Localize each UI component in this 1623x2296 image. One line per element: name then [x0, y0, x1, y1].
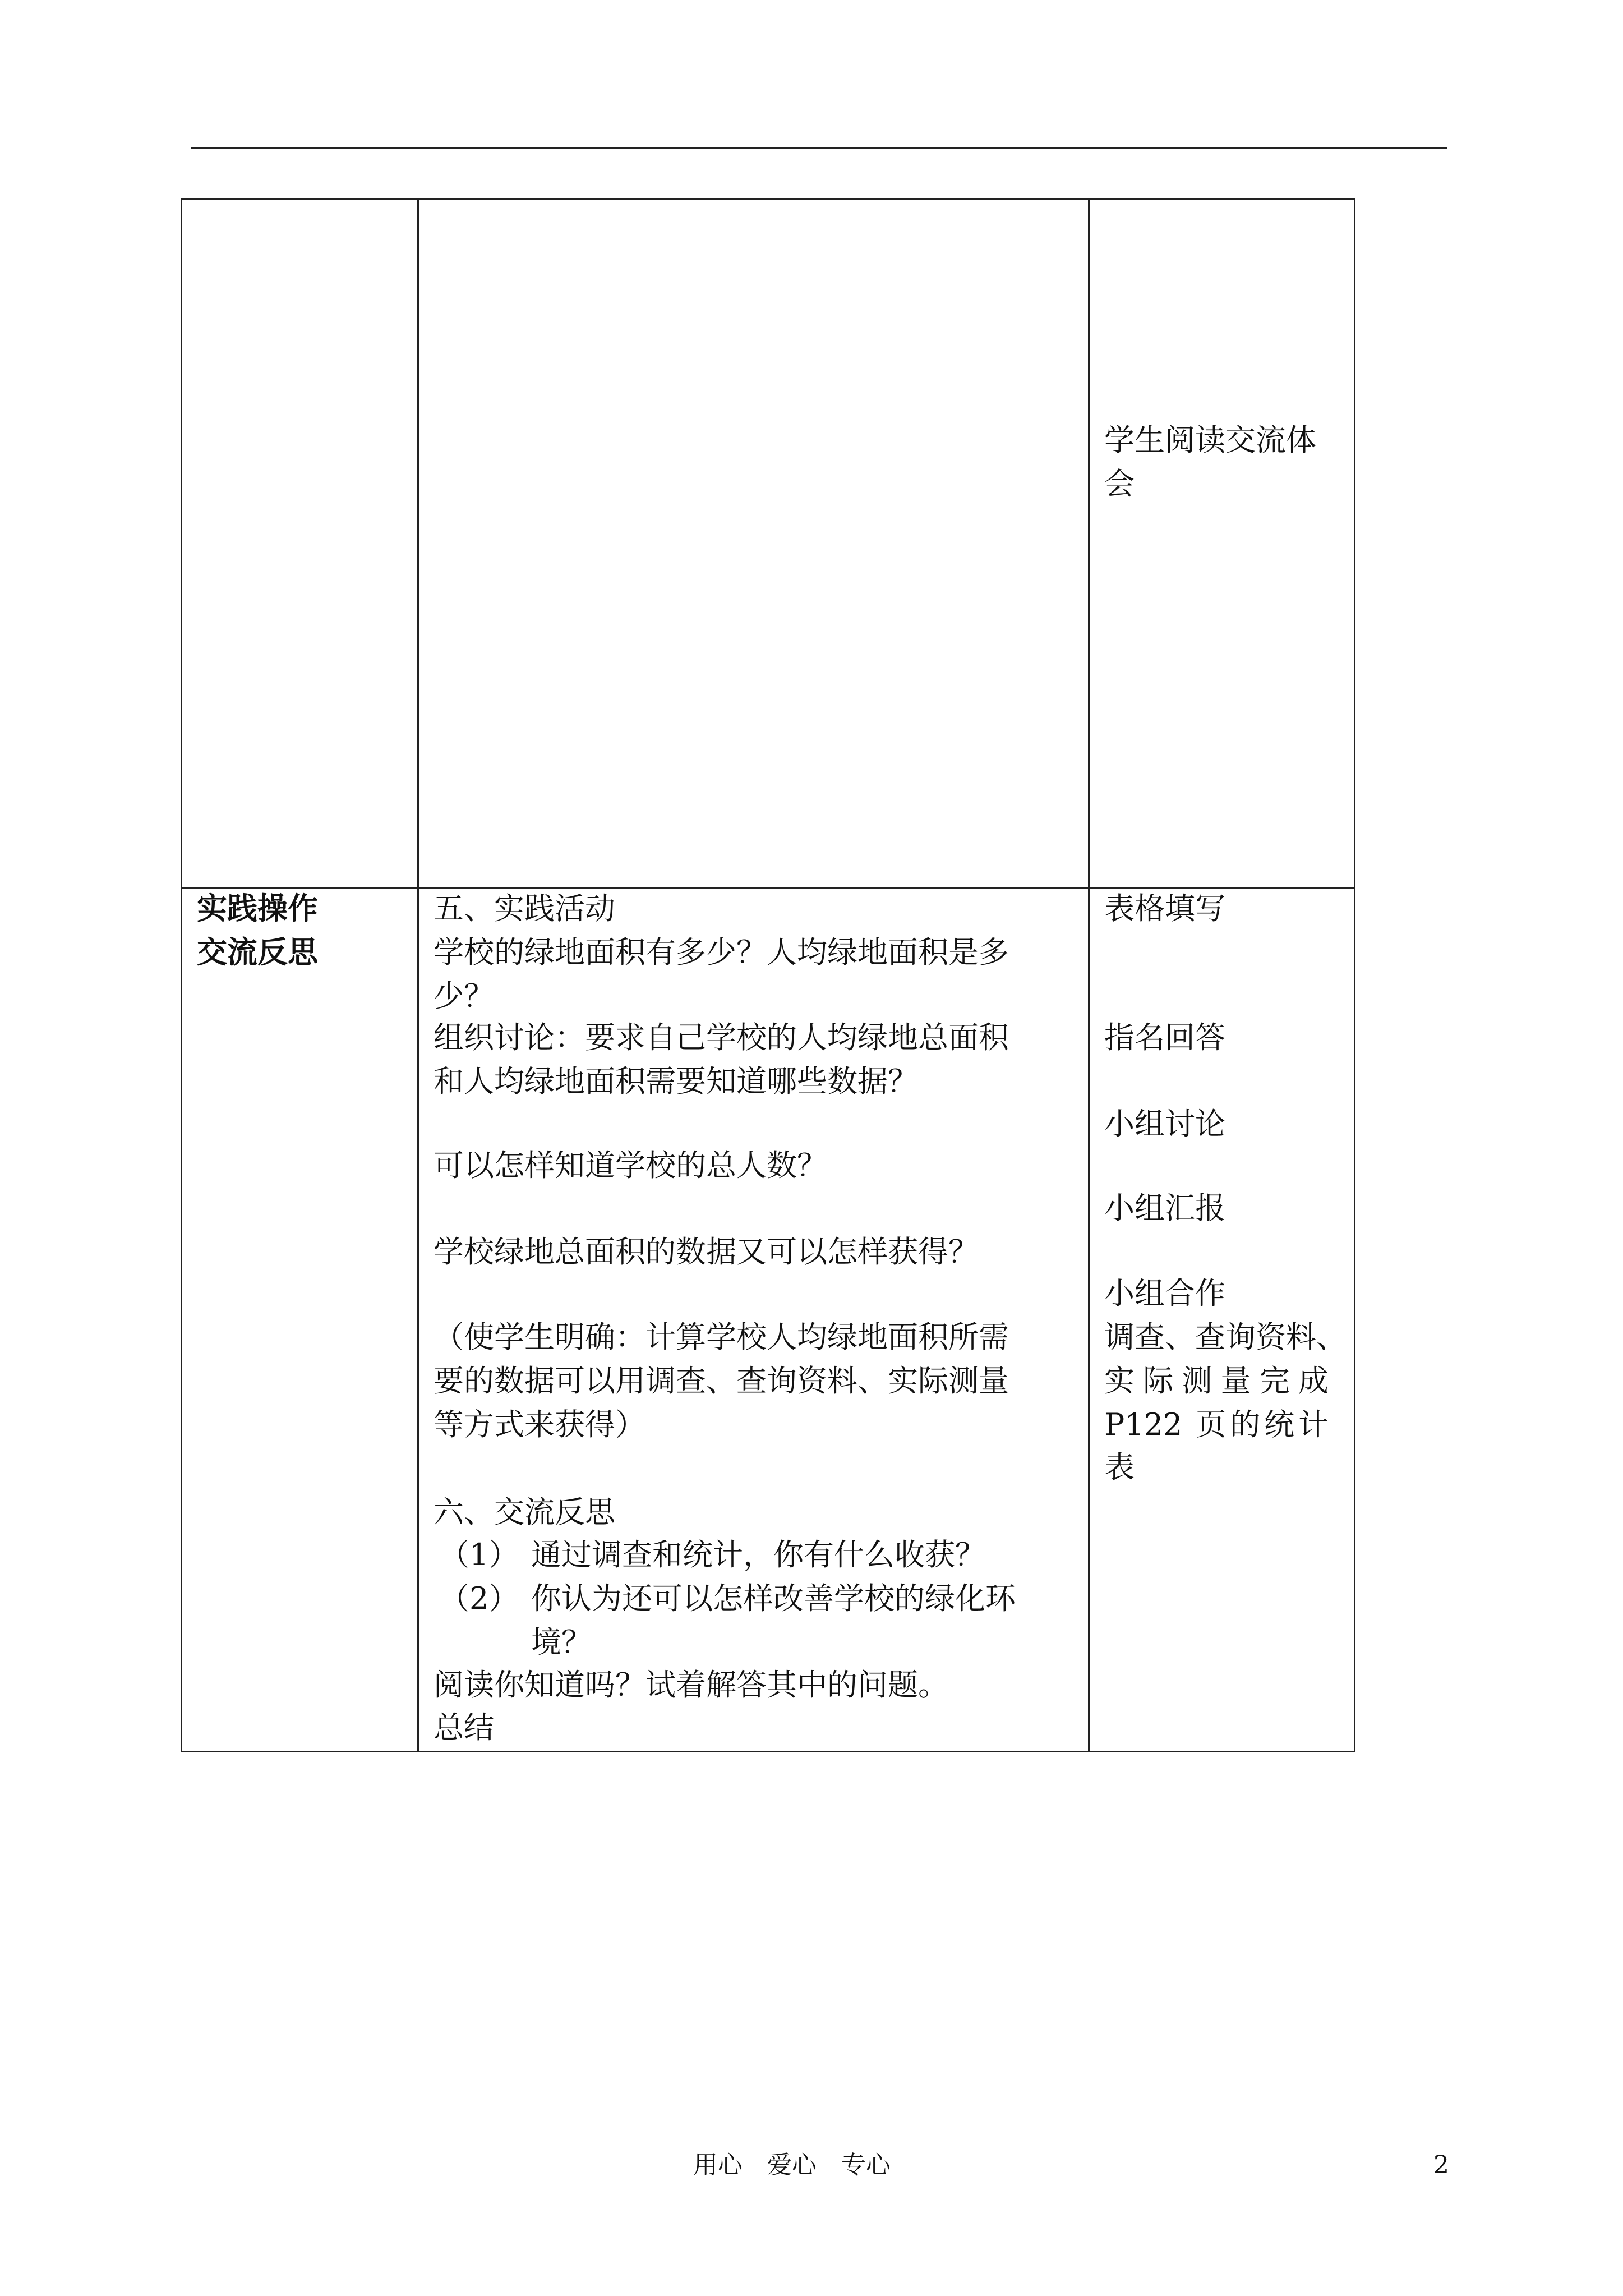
content-line: 少？	[434, 978, 494, 1014]
list-item-number: （2）	[439, 1581, 519, 1616]
activity-line: 小组合作	[1104, 1276, 1225, 1311]
header-rule	[191, 147, 1447, 149]
activity-cell	[1089, 889, 1355, 1752]
activity-line: 表	[1104, 1450, 1135, 1485]
stage-label: 交流反思	[197, 935, 318, 970]
content-line: 阅读你知道吗？试着解答其中的问题。	[434, 1667, 948, 1703]
list-item: 通过调查和统计，你有什么收获？	[531, 1537, 985, 1572]
content-line: 可以怎样知道学校的总人数？	[434, 1148, 827, 1183]
activity-line: P122 页的统计	[1104, 1407, 1329, 1442]
content-line: 等方式来获得）	[434, 1407, 645, 1442]
content-line: 组织讨论：要求自己学校的人均绿地总面积	[434, 1020, 1009, 1055]
table-row	[182, 199, 1355, 889]
activity-line: 会	[1104, 466, 1135, 501]
footer-motto: 用心 爱心 专心	[693, 2151, 891, 2179]
content-cell	[418, 199, 1089, 889]
page-number: 2	[1433, 2151, 1449, 2179]
activity-line: 学生阅读交流体	[1104, 422, 1316, 458]
list-item-number: （1）	[439, 1537, 519, 1572]
list-item: 你认为还可以怎样改善学校的绿化环	[531, 1581, 1016, 1616]
content-cell	[418, 889, 1089, 1752]
activity-cell	[1089, 199, 1355, 889]
table-row	[182, 889, 1355, 1752]
content-line: 学校绿地总面积的数据又可以怎样获得？	[434, 1234, 979, 1269]
activity-line: 指名回答	[1104, 1020, 1225, 1055]
stage-cell	[182, 889, 418, 1752]
content-line: （使学生明确：计算学校人均绿地面积所需	[434, 1319, 1009, 1355]
activity-line: 小组讨论	[1104, 1106, 1225, 1142]
activity-line: 表格填写	[1104, 891, 1225, 926]
list-item: 境？	[531, 1625, 592, 1660]
content-line: 学校的绿地面积有多少？人均绿地面积是多	[434, 935, 1009, 970]
activity-line: 调查、查询资料、	[1104, 1319, 1347, 1355]
stage-cell	[182, 199, 418, 889]
content-line: 要的数据可以用调查、查询资料、实际测量	[434, 1363, 1009, 1398]
stage-label: 实践操作	[197, 891, 318, 926]
section-heading: 六、交流反思	[434, 1494, 615, 1530]
activity-line: 小组汇报	[1104, 1190, 1225, 1226]
content-line: 总结	[434, 1710, 494, 1745]
activity-line: 实际测量完成	[1104, 1363, 1329, 1398]
content-line: 和人均绿地面积需要知道哪些数据？	[434, 1064, 918, 1099]
lesson-plan-table	[181, 198, 1355, 1752]
section-heading: 五、实践活动	[434, 891, 615, 926]
